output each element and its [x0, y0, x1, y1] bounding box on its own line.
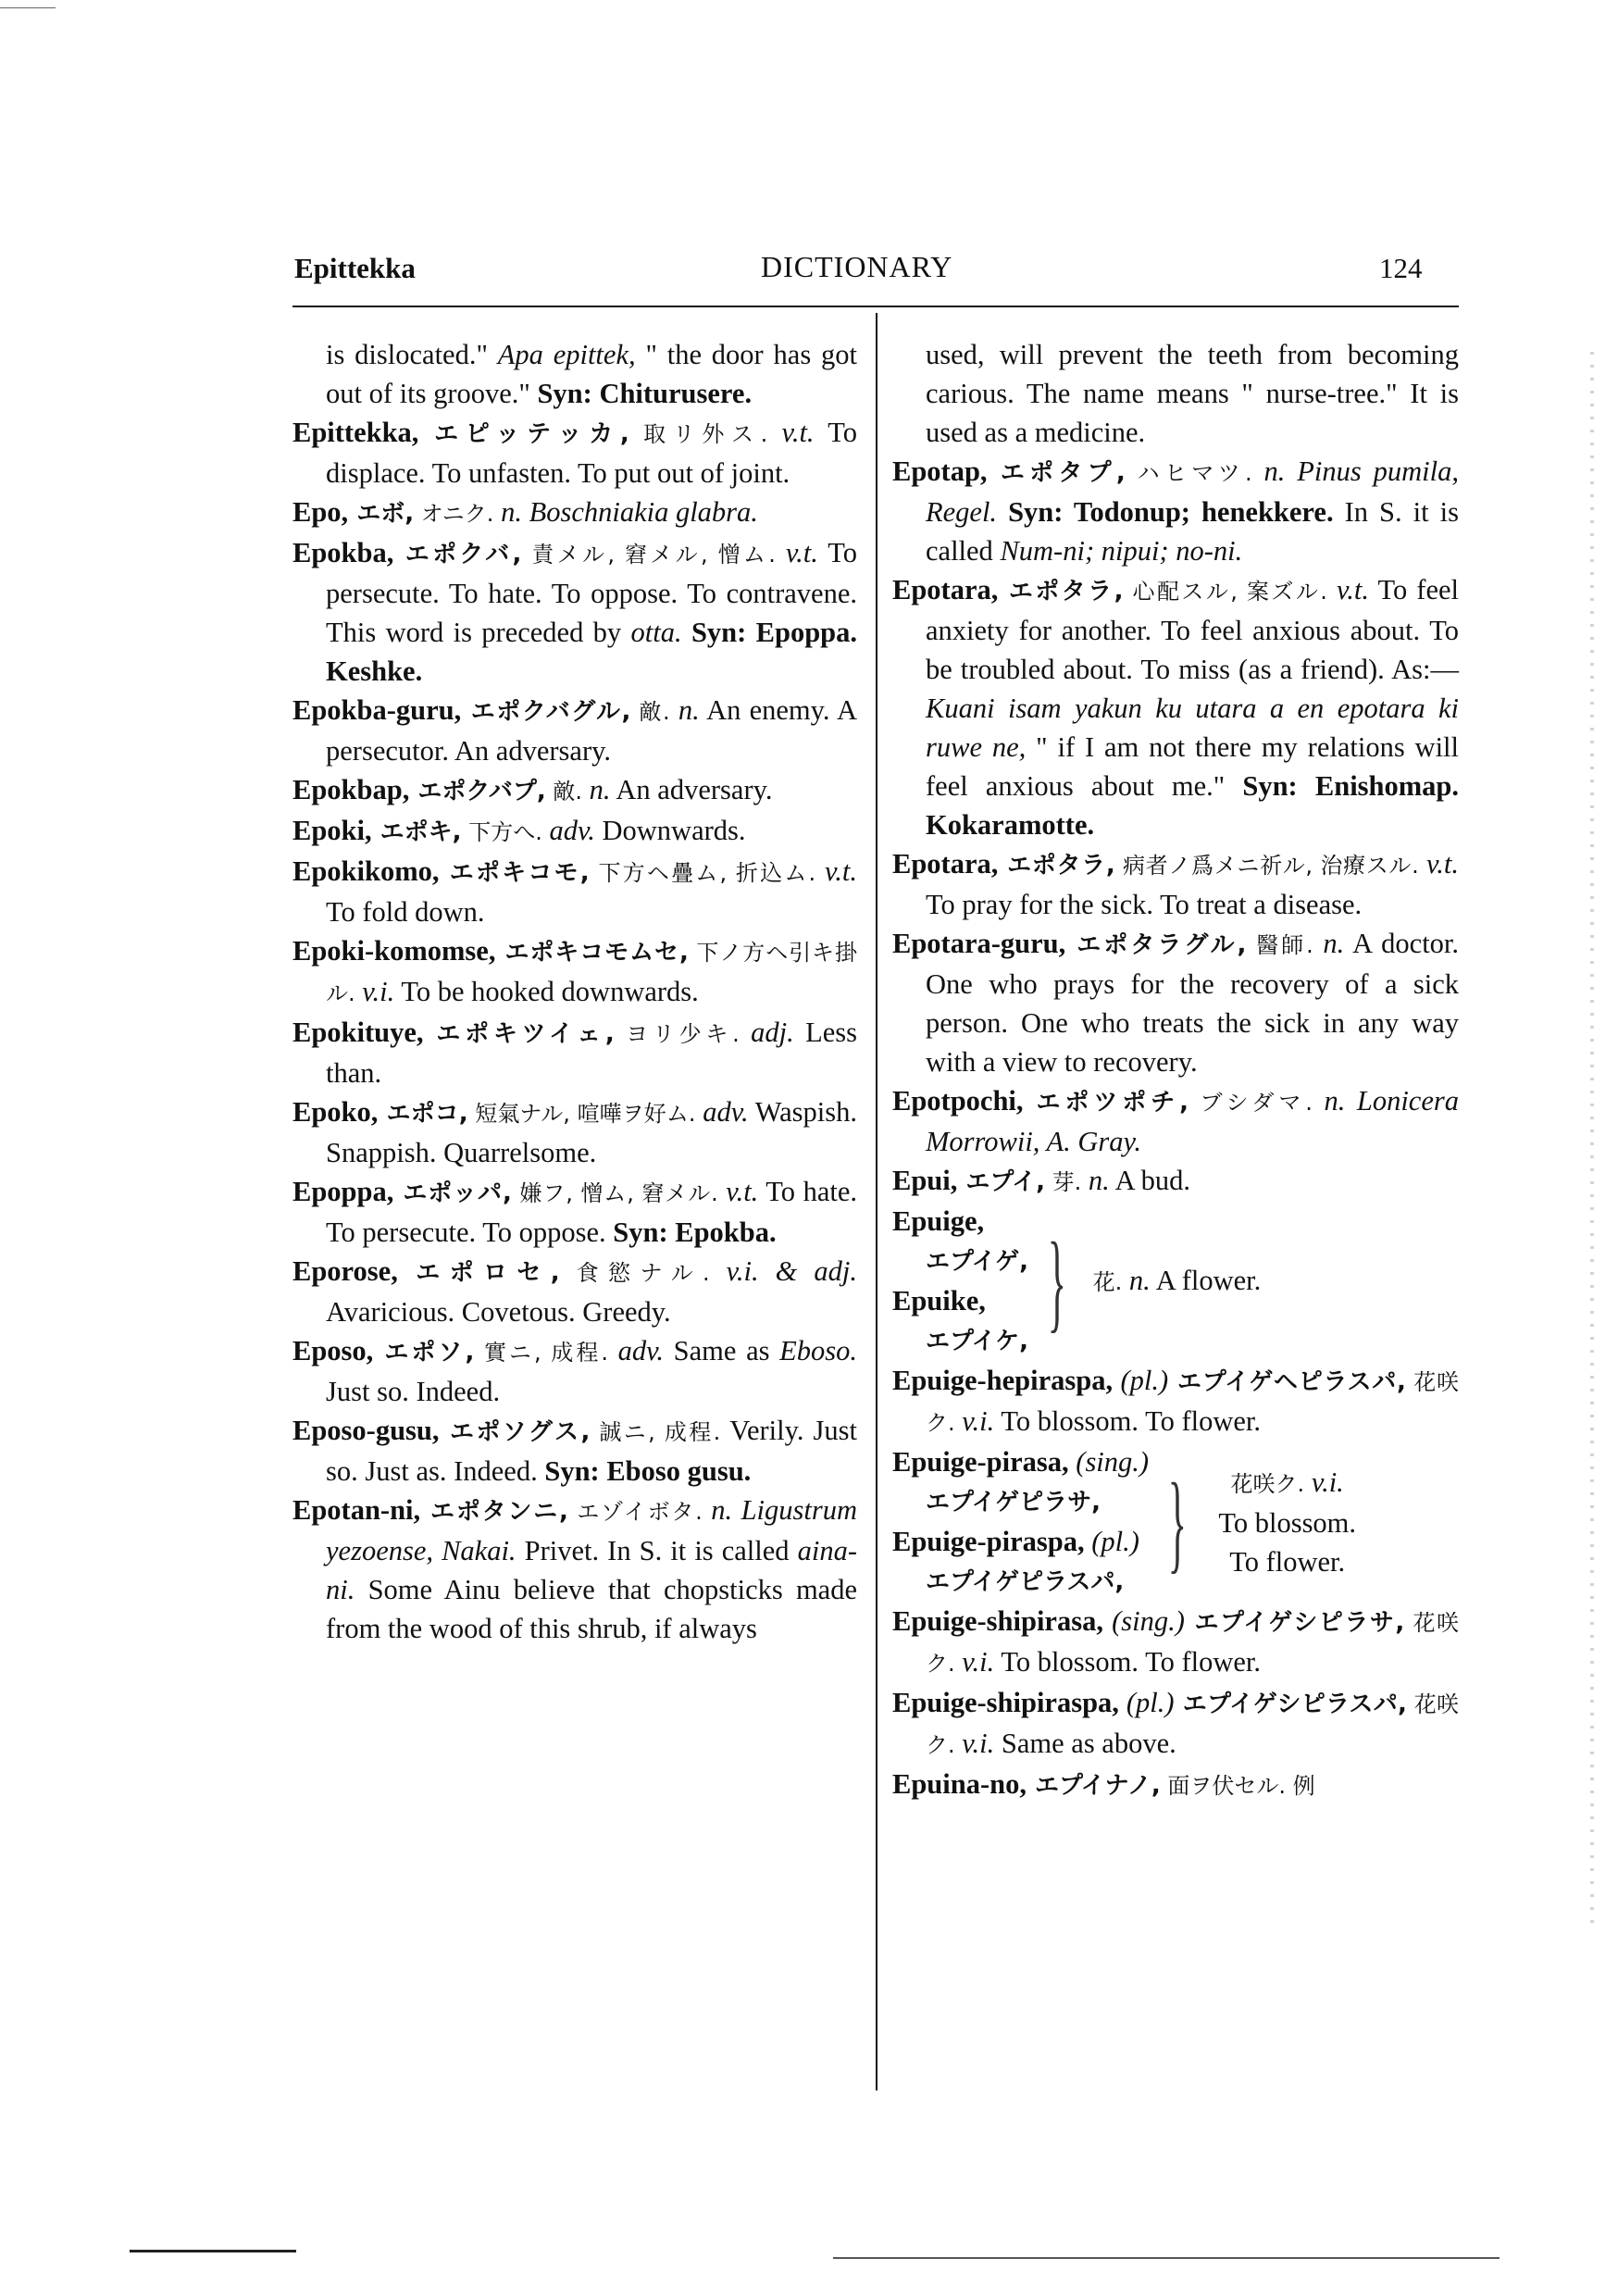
- definition-text: To be hooked downwards.: [394, 976, 699, 1007]
- synonym-label: Syn:: [681, 617, 747, 648]
- page-number: 124: [1379, 252, 1423, 284]
- number-marker: (pl.): [1118, 1687, 1175, 1718]
- japanese-gloss: 病者ノ爲メニ祈ル, 治療スル.: [1114, 853, 1419, 879]
- headword: Epuige-piraspa,: [892, 1526, 1085, 1557]
- kana-reading: エポロセ,: [397, 1259, 560, 1287]
- part-of-speech: v.i.: [954, 1728, 995, 1759]
- part-of-speech: n.: [1081, 1165, 1110, 1196]
- headword: Epokituye,: [292, 1017, 424, 1048]
- kana-reading: エプイケ,: [926, 1328, 1029, 1355]
- entry-epuige-hepiraspa: [892, 1361, 1459, 1442]
- kana-reading: エポタンニ,: [420, 1498, 568, 1526]
- entry-epoki: [292, 811, 857, 852]
- synonym: Enishomap. Kokaramotte.: [926, 770, 1459, 841]
- right-column: [892, 335, 1459, 1805]
- definition-text: A flower.: [1150, 1265, 1262, 1296]
- headword: Epuige,: [892, 1205, 985, 1237]
- headword: Epuina-no,: [892, 1768, 1027, 1800]
- headword: Epotap,: [892, 455, 988, 487]
- japanese-gloss: ブシダマ.: [1188, 1090, 1313, 1116]
- kana-reading: エポクバプ,: [409, 778, 546, 805]
- definition-text: Same as above.: [994, 1728, 1176, 1759]
- definition-text: To hate. To persecute. To oppose.: [326, 1176, 858, 1248]
- headword: Epokbap,: [292, 774, 410, 805]
- japanese-gloss: 花.: [1092, 1269, 1123, 1295]
- scientific-name: Ligustrum yezoense, Nakai.: [326, 1494, 858, 1566]
- synonym: Chiturusere.: [591, 378, 753, 409]
- entry-continuation: [292, 335, 857, 413]
- part-of-speech: adv.: [541, 815, 595, 846]
- part-of-speech: v.t.: [815, 855, 857, 887]
- headword: Epuige-pirasa,: [892, 1446, 1069, 1478]
- entry-epoki-komomse: [292, 931, 857, 1013]
- headword: Epo,: [292, 496, 349, 528]
- part-of-speech: n.: [1251, 455, 1286, 487]
- entry-epui: [892, 1161, 1459, 1202]
- kana-reading: エポタラグル,: [1065, 931, 1247, 959]
- japanese-gloss: 花咲ク.: [1230, 1471, 1305, 1497]
- definition-text: used, will prevent the teeth from becoming carious. The name means " nurse-tree." It is used as a medicine.: [926, 339, 1459, 448]
- example-text: otta.: [630, 617, 682, 648]
- brace: }: [1167, 1460, 1187, 1583]
- entry-epuige-shipirasa: [892, 1602, 1459, 1683]
- definition-text: To pray for the sick. To treat a disease.: [926, 889, 1363, 920]
- kana-reading: エプイ,: [957, 1168, 1045, 1196]
- japanese-gloss: 誠ニ, 成程.: [590, 1419, 721, 1445]
- synonym: Epoppa. Keshke.: [326, 617, 857, 687]
- definition-text: Downwards.: [594, 815, 746, 846]
- part-of-speech: v.i.: [355, 976, 395, 1007]
- part-of-speech: v.t.: [717, 1176, 759, 1207]
- entry-epotan-ni: [292, 1491, 857, 1648]
- definition-text: Some Ainu believe that chopsticks made from the wood of this shrub, if always: [326, 1574, 857, 1644]
- example-text: Num-ni; nipui; no-ni.: [1000, 535, 1243, 567]
- definition-text: To fold down.: [326, 896, 485, 928]
- headword: Epotan-ni,: [292, 1494, 421, 1526]
- entry-continuation: [892, 335, 1459, 452]
- headword: Epoko,: [292, 1096, 379, 1128]
- entry-eporose: [292, 1252, 857, 1331]
- part-of-speech: v.t.: [767, 417, 815, 448]
- synonym: Epokba.: [667, 1217, 777, 1248]
- definition-text: To blossom. To flower.: [994, 1405, 1262, 1437]
- japanese-gloss: 面ヲ伏セル. 例: [1160, 1773, 1315, 1799]
- scientific-name: Pinus pumila, Regel.: [926, 455, 1460, 528]
- entry-epokituye: [292, 1013, 857, 1092]
- scan-mark: [130, 2250, 296, 2252]
- group-gloss: [1089, 1261, 1262, 1302]
- synonym-label: Syn:: [613, 1217, 668, 1248]
- entry-epotara-1: [892, 570, 1459, 844]
- scientific-name: Boschniakia glabra.: [529, 496, 758, 528]
- number-marker: (sing.): [1068, 1446, 1150, 1478]
- entry-epo: [292, 493, 857, 533]
- kana-reading: エポコ,: [378, 1100, 468, 1128]
- example-text: aina-ni.: [326, 1535, 857, 1605]
- part-of-speech: v.i.: [954, 1405, 995, 1437]
- header-rule: [292, 306, 1459, 307]
- japanese-gloss: 花咲ク.: [926, 1691, 1459, 1758]
- japanese-gloss: 下ノ方ヘ引キ掛ル.: [326, 940, 857, 1006]
- kana-reading: エプイゲ,: [926, 1248, 1029, 1276]
- definition-text: Just so. Indeed.: [326, 1376, 501, 1407]
- scan-edge: [1590, 352, 1594, 1926]
- part-of-speech: adj.: [739, 1017, 794, 1048]
- brace: }: [1047, 1219, 1066, 1342]
- entry-epotara-2: [892, 844, 1459, 924]
- part-of-speech: v.t.: [775, 537, 818, 568]
- headword: Epotara-guru,: [892, 928, 1066, 959]
- entry-epuige-pirasa-group: [892, 1442, 1459, 1602]
- part-of-speech: n.: [493, 496, 522, 528]
- number-marker: (pl.): [1113, 1365, 1169, 1396]
- synonym-label: Syn:: [544, 1455, 600, 1487]
- kana-reading: エポキツイェ,: [423, 1020, 615, 1048]
- part-of-speech: v.i.: [1304, 1466, 1344, 1498]
- part-of-speech: n.: [669, 694, 700, 726]
- page-title: DICTIONARY: [761, 250, 953, 283]
- japanese-gloss: 花咲ク.: [926, 1610, 1459, 1677]
- part-of-speech: n.: [1122, 1265, 1151, 1296]
- entry-epokbap: [292, 770, 857, 811]
- part-of-speech: n.: [1313, 928, 1345, 959]
- definition-text: Verily. Just so. Just as. Indeed.: [326, 1415, 857, 1487]
- japanese-gloss: 心配スル, 案ズル.: [1123, 579, 1327, 605]
- kana-reading: エポタプ,: [987, 459, 1126, 487]
- entry-epotap: [892, 452, 1459, 570]
- synonym: Todonup; henekkere.: [1063, 496, 1334, 528]
- kana-reading: エポクバグル,: [461, 698, 631, 726]
- headword: Epuige-shipirasa,: [892, 1605, 1103, 1637]
- part-of-speech: n.: [581, 774, 611, 805]
- synonym-label: Syn:: [1242, 770, 1298, 802]
- number-marker: (pl.): [1084, 1526, 1139, 1557]
- kana-reading: エプイゲピラサ,: [926, 1489, 1101, 1516]
- cross-reference: Eboso.: [779, 1335, 857, 1366]
- headword: Epoki-komomse,: [292, 935, 496, 967]
- kana-reading: エポソグス,: [439, 1418, 591, 1446]
- definition-text: To feel anxiety for another. To feel anxious about. To be troubled about. To miss (as a friend). As:—: [926, 574, 1460, 685]
- kana-reading: エボ,: [348, 500, 415, 528]
- entry-epoko: [292, 1092, 857, 1172]
- kana-reading: エプイゲシピラサ,: [1184, 1609, 1405, 1637]
- definition-text: To blossom. To flower.: [994, 1646, 1262, 1678]
- definition-text: Waspish. Snappish. Quarrelsome.: [326, 1096, 857, 1168]
- definition-text: Same as: [664, 1335, 780, 1366]
- part-of-speech: n.: [702, 1494, 733, 1526]
- group-gloss: [1210, 1463, 1362, 1581]
- entry-epoppa: [292, 1172, 857, 1252]
- japanese-gloss: 下方へ.: [461, 819, 542, 845]
- kana-reading: エポキ,: [371, 818, 462, 846]
- headword: Epotara,: [892, 848, 999, 880]
- definition-text: Less than.: [326, 1017, 857, 1089]
- entry-epuige-group: [892, 1202, 1459, 1361]
- japanese-gloss: エゾイボタ.: [567, 1499, 703, 1525]
- definition-text: Avaricious. Covetous. Greedy.: [326, 1296, 671, 1328]
- entry-eposo-gusu: [292, 1411, 857, 1491]
- definition-text: To persecute. To hate. To oppose. To contravene. This word is preceded by: [326, 537, 858, 648]
- kana-reading: エポツポチ,: [1023, 1089, 1189, 1117]
- headword: Eporose,: [292, 1255, 398, 1287]
- japanese-gloss: ヨリ少キ.: [614, 1021, 740, 1047]
- definition-text: An enemy. A persecutor. An adversary.: [326, 694, 857, 767]
- japanese-gloss: 責メル, 窘メル, 憎ム.: [521, 542, 776, 568]
- definition-text: [522, 496, 529, 528]
- column-divider: [876, 313, 877, 2090]
- definition-text: In S. it is called: [926, 496, 1459, 567]
- part-of-speech: adv.: [607, 1335, 665, 1366]
- japanese-gloss: ハヒマツ.: [1125, 460, 1252, 486]
- japanese-gloss: 芽.: [1044, 1169, 1082, 1195]
- japanese-gloss: 嫌フ, 憎ム, 窘メル.: [511, 1180, 718, 1206]
- headword: Epuige-shipiraspa,: [892, 1687, 1119, 1718]
- kana-reading: エポッパ,: [393, 1179, 512, 1207]
- entry-epuina-no: [892, 1765, 1459, 1805]
- example-text: Kuani isam yakun ku utara a en epotara ki ruwe ne,: [926, 693, 1459, 763]
- part-of-speech: v.t.: [1326, 574, 1369, 605]
- headword: Epuike,: [892, 1285, 986, 1316]
- kana-reading: エポタラ,: [998, 578, 1124, 605]
- kana-reading: エプイゲピラスパ,: [926, 1568, 1125, 1596]
- scan-mark: [833, 2257, 1500, 2259]
- entry-epokba: [292, 533, 857, 691]
- definition-text: A bud.: [1109, 1165, 1191, 1196]
- headword: Epokba,: [292, 537, 394, 568]
- kana-reading: エプイゲヘピラスパ,: [1168, 1368, 1406, 1396]
- entry-epotara-guru: [892, 924, 1459, 1081]
- part-of-speech: adv.: [695, 1096, 749, 1128]
- definition-text: " if I am not there my relations will feel anxious about me.": [926, 731, 1460, 802]
- japanese-gloss: 敵.: [545, 779, 582, 805]
- synonym-label: Syn:: [997, 496, 1064, 528]
- definition-text: [1285, 455, 1297, 487]
- headword: Epuige-hepiraspa,: [892, 1365, 1114, 1396]
- definition-text: A doctor. One who prays for the recovery of a sick person. One who treats the sick in any way with a view to recovery.: [926, 928, 1460, 1078]
- japanese-gloss: 實ニ, 成程.: [474, 1340, 608, 1366]
- part-of-speech: v.i.: [954, 1646, 995, 1678]
- part-of-speech: v.t.: [1418, 848, 1460, 880]
- headword: Epokikomo,: [292, 855, 440, 887]
- kana-reading: エポタラ,: [998, 852, 1115, 880]
- entry-epittekka: [292, 413, 857, 493]
- definition-text: An adversary.: [610, 774, 773, 805]
- entry-epokba-guru: [292, 691, 857, 770]
- japanese-gloss: 下方ヘ疊ム, 折込ム.: [589, 860, 816, 886]
- headword: Epotpochi,: [892, 1085, 1024, 1117]
- kana-reading: エプイナノ,: [1026, 1772, 1161, 1800]
- entry-epokikomo: [292, 852, 857, 931]
- definition-text: is dislocated.": [326, 339, 498, 370]
- headword: Eposo,: [292, 1335, 374, 1366]
- synonym: Eboso gusu.: [599, 1455, 752, 1487]
- japanese-gloss: 短氣ナル, 喧嘩ヲ好ム.: [467, 1101, 696, 1127]
- scan-mark: [0, 7, 56, 8]
- japanese-gloss: 醫師.: [1246, 932, 1313, 958]
- entry-eposo: [292, 1331, 857, 1411]
- part-of-speech: n.: [1312, 1085, 1346, 1117]
- headword: Epoki,: [292, 815, 372, 846]
- kana-reading: エポソ,: [373, 1339, 475, 1366]
- headword: Epui,: [892, 1165, 958, 1196]
- definition-text: [732, 1494, 741, 1526]
- japanese-gloss: 花咲ク.: [926, 1369, 1459, 1436]
- headword-group: [892, 1442, 1149, 1602]
- japanese-gloss: オニク.: [414, 501, 494, 527]
- entry-epuige-shipiraspa: [892, 1683, 1459, 1765]
- kana-reading: エポクバ,: [393, 541, 522, 568]
- headword: Epoppa,: [292, 1176, 394, 1207]
- kana-reading: エポキコモムセ,: [495, 939, 689, 967]
- japanese-gloss: 取リ外ス.: [629, 421, 768, 447]
- synonym-label: Syn:: [537, 378, 592, 409]
- scientific-name: Lonicera Morrowii, A. Gray.: [926, 1085, 1460, 1157]
- headword: Eposo-gusu,: [292, 1415, 440, 1446]
- definition-text: [1345, 1085, 1357, 1117]
- kana-reading: エポキコモ,: [439, 859, 590, 887]
- number-marker: (sing.): [1102, 1605, 1185, 1637]
- guide-word: Epittekka: [294, 252, 416, 284]
- left-column: [292, 335, 857, 1648]
- definition-text: To blossom. To flower.: [1218, 1507, 1357, 1578]
- japanese-gloss: 食慾ナル.: [559, 1260, 710, 1286]
- headword: Epotara,: [892, 574, 999, 605]
- headword-group: [892, 1202, 1028, 1361]
- headword: Epokba-guru,: [292, 694, 462, 726]
- kana-reading: エピッテッカ,: [418, 420, 629, 448]
- definition-text: To displace. To unfasten. To put out of joint.: [326, 417, 858, 489]
- kana-reading: エプイゲシピラスパ,: [1174, 1691, 1407, 1718]
- part-of-speech: v.i. & adj.: [709, 1255, 857, 1287]
- headword: Epittekka,: [292, 417, 419, 448]
- example-text: Apa epittek,: [497, 339, 636, 370]
- japanese-gloss: 敵.: [630, 699, 670, 725]
- definition-text: Privet. In S. it is called: [516, 1535, 798, 1566]
- definition-text: " the door has got out of its groove.": [326, 339, 857, 409]
- entry-epotpochi: [892, 1081, 1459, 1161]
